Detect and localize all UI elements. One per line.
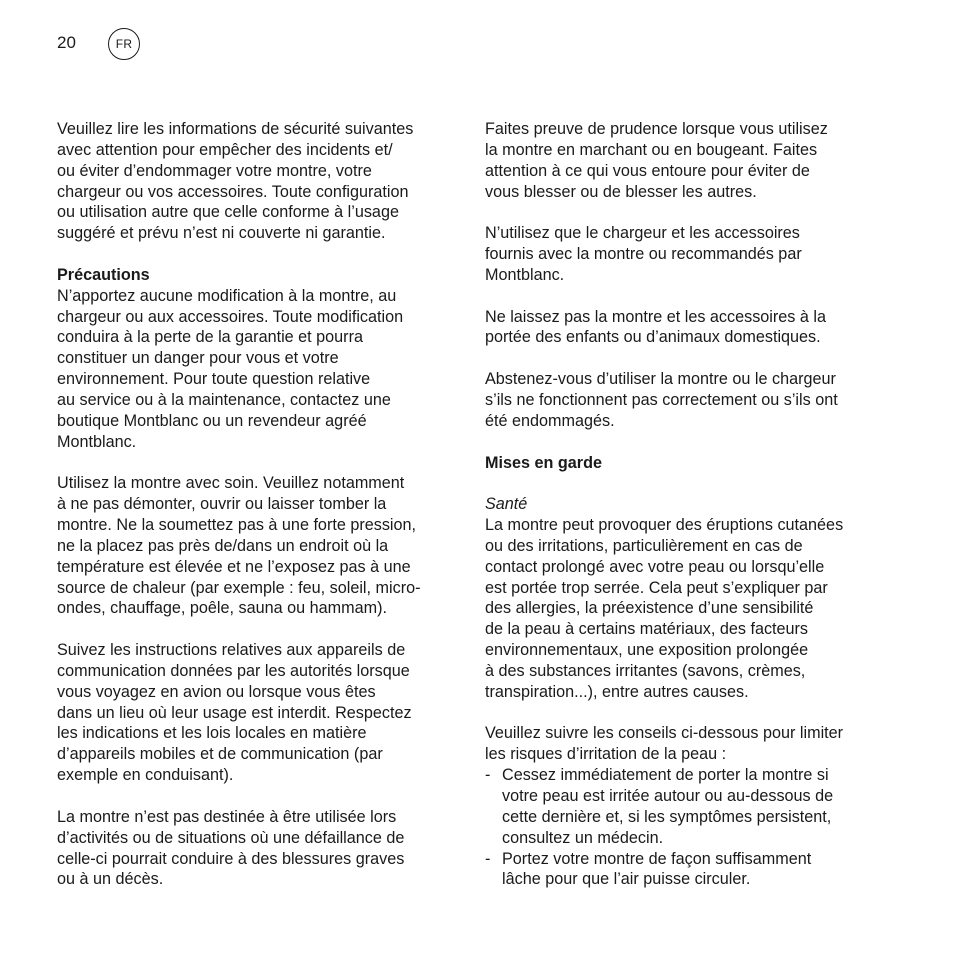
text-line: été endommagés. <box>485 411 615 430</box>
text-line: ou éviter d’endommager votre montre, votre <box>57 161 372 180</box>
text-line: ne la placez pas près de/dans un endroit où la <box>57 536 389 555</box>
text-line: la montre en marchant ou en bougeant. Faites <box>485 140 818 159</box>
text-line: votre peau est irritée autour ou au-dessous de <box>502 787 834 805</box>
text-line: ou utilisation autre que celle conforme à l’usage <box>57 203 399 222</box>
page-number: 20 <box>57 33 76 52</box>
text-line: au service ou à la maintenance, contactez une <box>57 390 391 409</box>
bullet-dash: - <box>485 766 491 785</box>
text-line: chargeur ou vos accessoires. Toute configuration <box>57 182 409 201</box>
text-line: Ne laissez pas la montre et les accessoires à la <box>485 307 826 326</box>
text-line: dans un lieu où leur usage est interdit. Respectez <box>57 703 412 722</box>
text-line: N’apportez aucune modification à la montre, au <box>57 286 397 305</box>
text-line: cette dernière et, si les symptômes persistent, <box>502 807 832 826</box>
text-line: Montblanc. <box>57 432 137 451</box>
prudence-paragraph <box>485 119 897 202</box>
left-column <box>57 119 467 890</box>
text-line: La montre peut provoquer des éruptions cutanées <box>485 516 844 535</box>
text-line: de la peau à certains matériaux, des facteurs <box>485 620 809 639</box>
text-line: consultez un médecin. <box>502 828 664 847</box>
children-paragraph <box>485 307 897 349</box>
text-line: transpiration...), entre autres causes. <box>485 682 749 701</box>
language-code: FR <box>115 37 133 51</box>
not-intended-paragraph <box>57 807 467 890</box>
text-line: d’activités ou de situations où une défaillance de <box>57 828 405 847</box>
text-line: boutique Montblanc ou un revendeur agréé <box>57 411 367 430</box>
damaged-paragraph <box>485 369 897 432</box>
text-line: contact prolongé avec votre peau ou lorsqu’elle <box>485 557 825 576</box>
text-line: suggéré et prévu n’est ni couverte ni garantie. <box>57 224 386 243</box>
text-line: ondes, chauffage, poêle, sauna ou hammam). <box>57 599 387 618</box>
text-line: Veuillez suivre les conseils ci-dessous pour limiter <box>485 724 844 743</box>
text-line: attention à ce qui vous entoure pour éviter de <box>485 161 810 180</box>
text-line: conduira à la perte de la garantie et pourra <box>57 328 363 347</box>
text-line: celle-ci pourrait conduire à des blessures graves <box>57 849 405 868</box>
text-line: les indications et les lois locales en matière <box>57 724 367 743</box>
text-line: source de chaleur (par exemple : feu, soleil, micro- <box>57 578 421 597</box>
text-line: La montre n’est pas destinée à être utilisée lors <box>57 807 397 826</box>
text-line: Montblanc. <box>485 265 565 284</box>
text-line: lâche pour que l’air puisse circuler. <box>502 870 751 889</box>
advice-paragraph <box>485 723 897 765</box>
health-heading: Santé <box>485 495 528 514</box>
text-line: d’appareils mobiles et de communication (par <box>57 745 383 764</box>
text-line: Veuillez lire les informations de sécurité suivantes <box>57 120 414 138</box>
text-line: les risques d’irritation de la peau : <box>485 745 727 764</box>
text-line: est portée trop serrée. Cela peut s’expliquer par <box>485 578 828 597</box>
text-line: chargeur ou aux accessoires. Toute modification <box>57 307 404 326</box>
bullet-dash: - <box>485 849 491 868</box>
intro-paragraph <box>57 119 467 244</box>
charger-paragraph <box>485 223 897 286</box>
text-line: montre. Ne la soumettez pas à une forte pression, <box>57 516 417 535</box>
care-paragraph <box>57 473 467 619</box>
text-line: ou à un décès. <box>57 870 164 889</box>
text-line: environnementaux, une exposition prolongée <box>485 641 809 660</box>
precautions-heading: Précautions <box>57 265 150 284</box>
text-line: fournis avec la montre ou recommandés par <box>485 245 802 264</box>
text-line: environnement. Pour toute question relative <box>57 370 371 389</box>
right-column <box>485 119 897 890</box>
precautions-paragraph <box>57 286 467 453</box>
text-line: des allergies, la préexistence d’une sensibilité <box>485 599 814 618</box>
text-line: communication données par les autorités lorsque <box>57 661 410 680</box>
text-line: s’ils ne fonctionnent pas correctement ou s’ils ont <box>485 390 838 409</box>
warnings-heading: Mises en garde <box>485 453 602 472</box>
text-line: N’utilisez que le chargeur et les accessoires <box>485 224 800 243</box>
communication-paragraph <box>57 640 467 786</box>
text-line: ou des irritations, particulièrement en cas de <box>485 536 803 555</box>
list-item <box>485 849 897 891</box>
text-line: avec attention pour empêcher des incidents et/ <box>57 140 393 159</box>
text-line: Suivez les instructions relatives aux appareils de <box>57 641 406 660</box>
list-item <box>485 765 897 848</box>
text-line: constituer un danger pour vous et votre <box>57 349 339 368</box>
text-line: vous voyagez en avion ou lorsque vous êtes <box>57 682 376 701</box>
text-line: Abstenez-vous d’utiliser la montre ou le chargeur <box>485 370 836 389</box>
language-badge <box>108 28 140 60</box>
health-paragraph <box>485 515 897 703</box>
text-line: vous blesser ou de blesser les autres. <box>485 182 757 201</box>
text-line: Portez votre montre de façon suffisamment <box>502 849 812 868</box>
text-line: à ne pas démonter, ouvrir ou laisser tomber la <box>57 495 387 514</box>
text-line: à des substances irritantes (savons, crèmes, <box>485 661 806 680</box>
text-line: Utilisez la montre avec soin. Veuillez notamment <box>57 474 405 493</box>
text-line: exemple en conduisant). <box>57 766 234 785</box>
text-line: température est élevée et ne l’exposez pas à une <box>57 557 411 576</box>
text-line: Faites preuve de prudence lorsque vous utilisez <box>485 120 828 138</box>
text-line: Cessez immédiatement de porter la montre si <box>502 766 829 785</box>
text-line: portée des enfants ou d’animaux domestiques. <box>485 328 821 347</box>
